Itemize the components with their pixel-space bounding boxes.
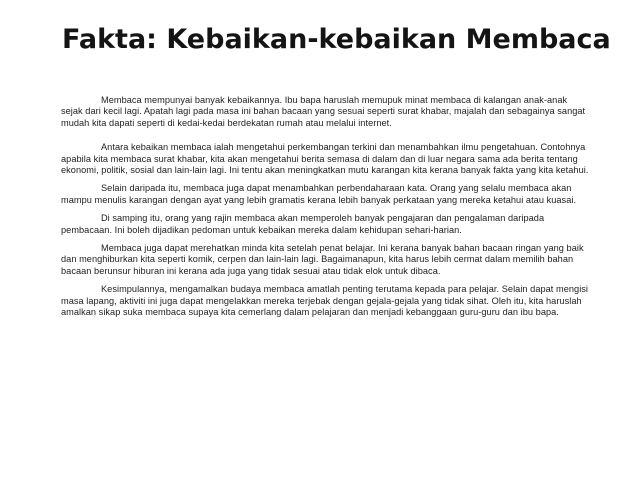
paragraph-relaxation: Membaca juga dapat merehatkan minda kita setelah penat belajar. Ini kerana banyak bahan bacaan ringan yang baik dan menghiburkan kita seperti komik, cerpen dan lain-lain lagi. Bagaimanapun, kita harus lebih cermat dalam memilih bahan bacaan berunsur hiburan ini kerana ada juga yang tidak sesuai atau tidak elok untuk dibaca. [61,243,584,276]
paragraph-experience: Di samping itu, orang yang rajin membaca akan memperoleh banyak pengajaran dan pengalaman daripada pembacaan. Ini boleh dijadikan pedoman untuk kebaikan mereka dalam kehidupan sehari-harian. [61,213,545,235]
paragraph-vocabulary: Selain daripada itu, membaca juga dapat menambahkan perbendaharaan kata. Orang yang selalu membaca akan mampu menulis karangan dengan ayat yang lebih gramatis kerana lebih banyak perkataan yang mereka ketahui atau kuasai. [61,183,577,205]
paragraph-intro: Membaca mempunyai banyak kebaikannya. Ibu bapa haruslah memupuk minat membaca di kalangan anak-anak sejak dari kecil lagi. Apatah lagi pada masa ini bahan bacaan yang sesuai seperti surat khabar, majalah dan sebagainya sangat mudah kita dapati seperti di kedai-kedai berdekatan rumah atau melalui internet. [61,95,586,128]
paragraph-knowledge: Antara kebaikan membaca ialah mengetahui perkembangan terkini dan menambahkan ilmu pengetahuan. Contohnya apabila kita membaca surat khabar, kita akan mengetahui berita semasa di dalam dan di luar negara sama ada berita tentang ekonomi, politik, sosial dan lain-lain lagi. Ini tentu akan meningkatkan mutu karangan kita kerana banyak fakta yang kita ketahui. [61,142,589,176]
paragraph-conclusion: Kesimpulannya, mengamalkan budaya membaca amatlah penting terutama kepada para pelajar. Selain dapat mengisi masa lapang, aktiviti ini juga dapat mengelakkan mereka terjebak dengan gejala-gejala yang tidak sihat. Oleh itu, kita haruslah amalkan sikap suka membaca supaya kita cemerlang dalam pelajaran dan menjadi kebanggaan guru-guru dan ibu bapa. [61,284,589,318]
slide-title: Fakta: Kebaikan-kebaikan Membaca [62,24,611,55]
slide-body [61,95,589,326]
